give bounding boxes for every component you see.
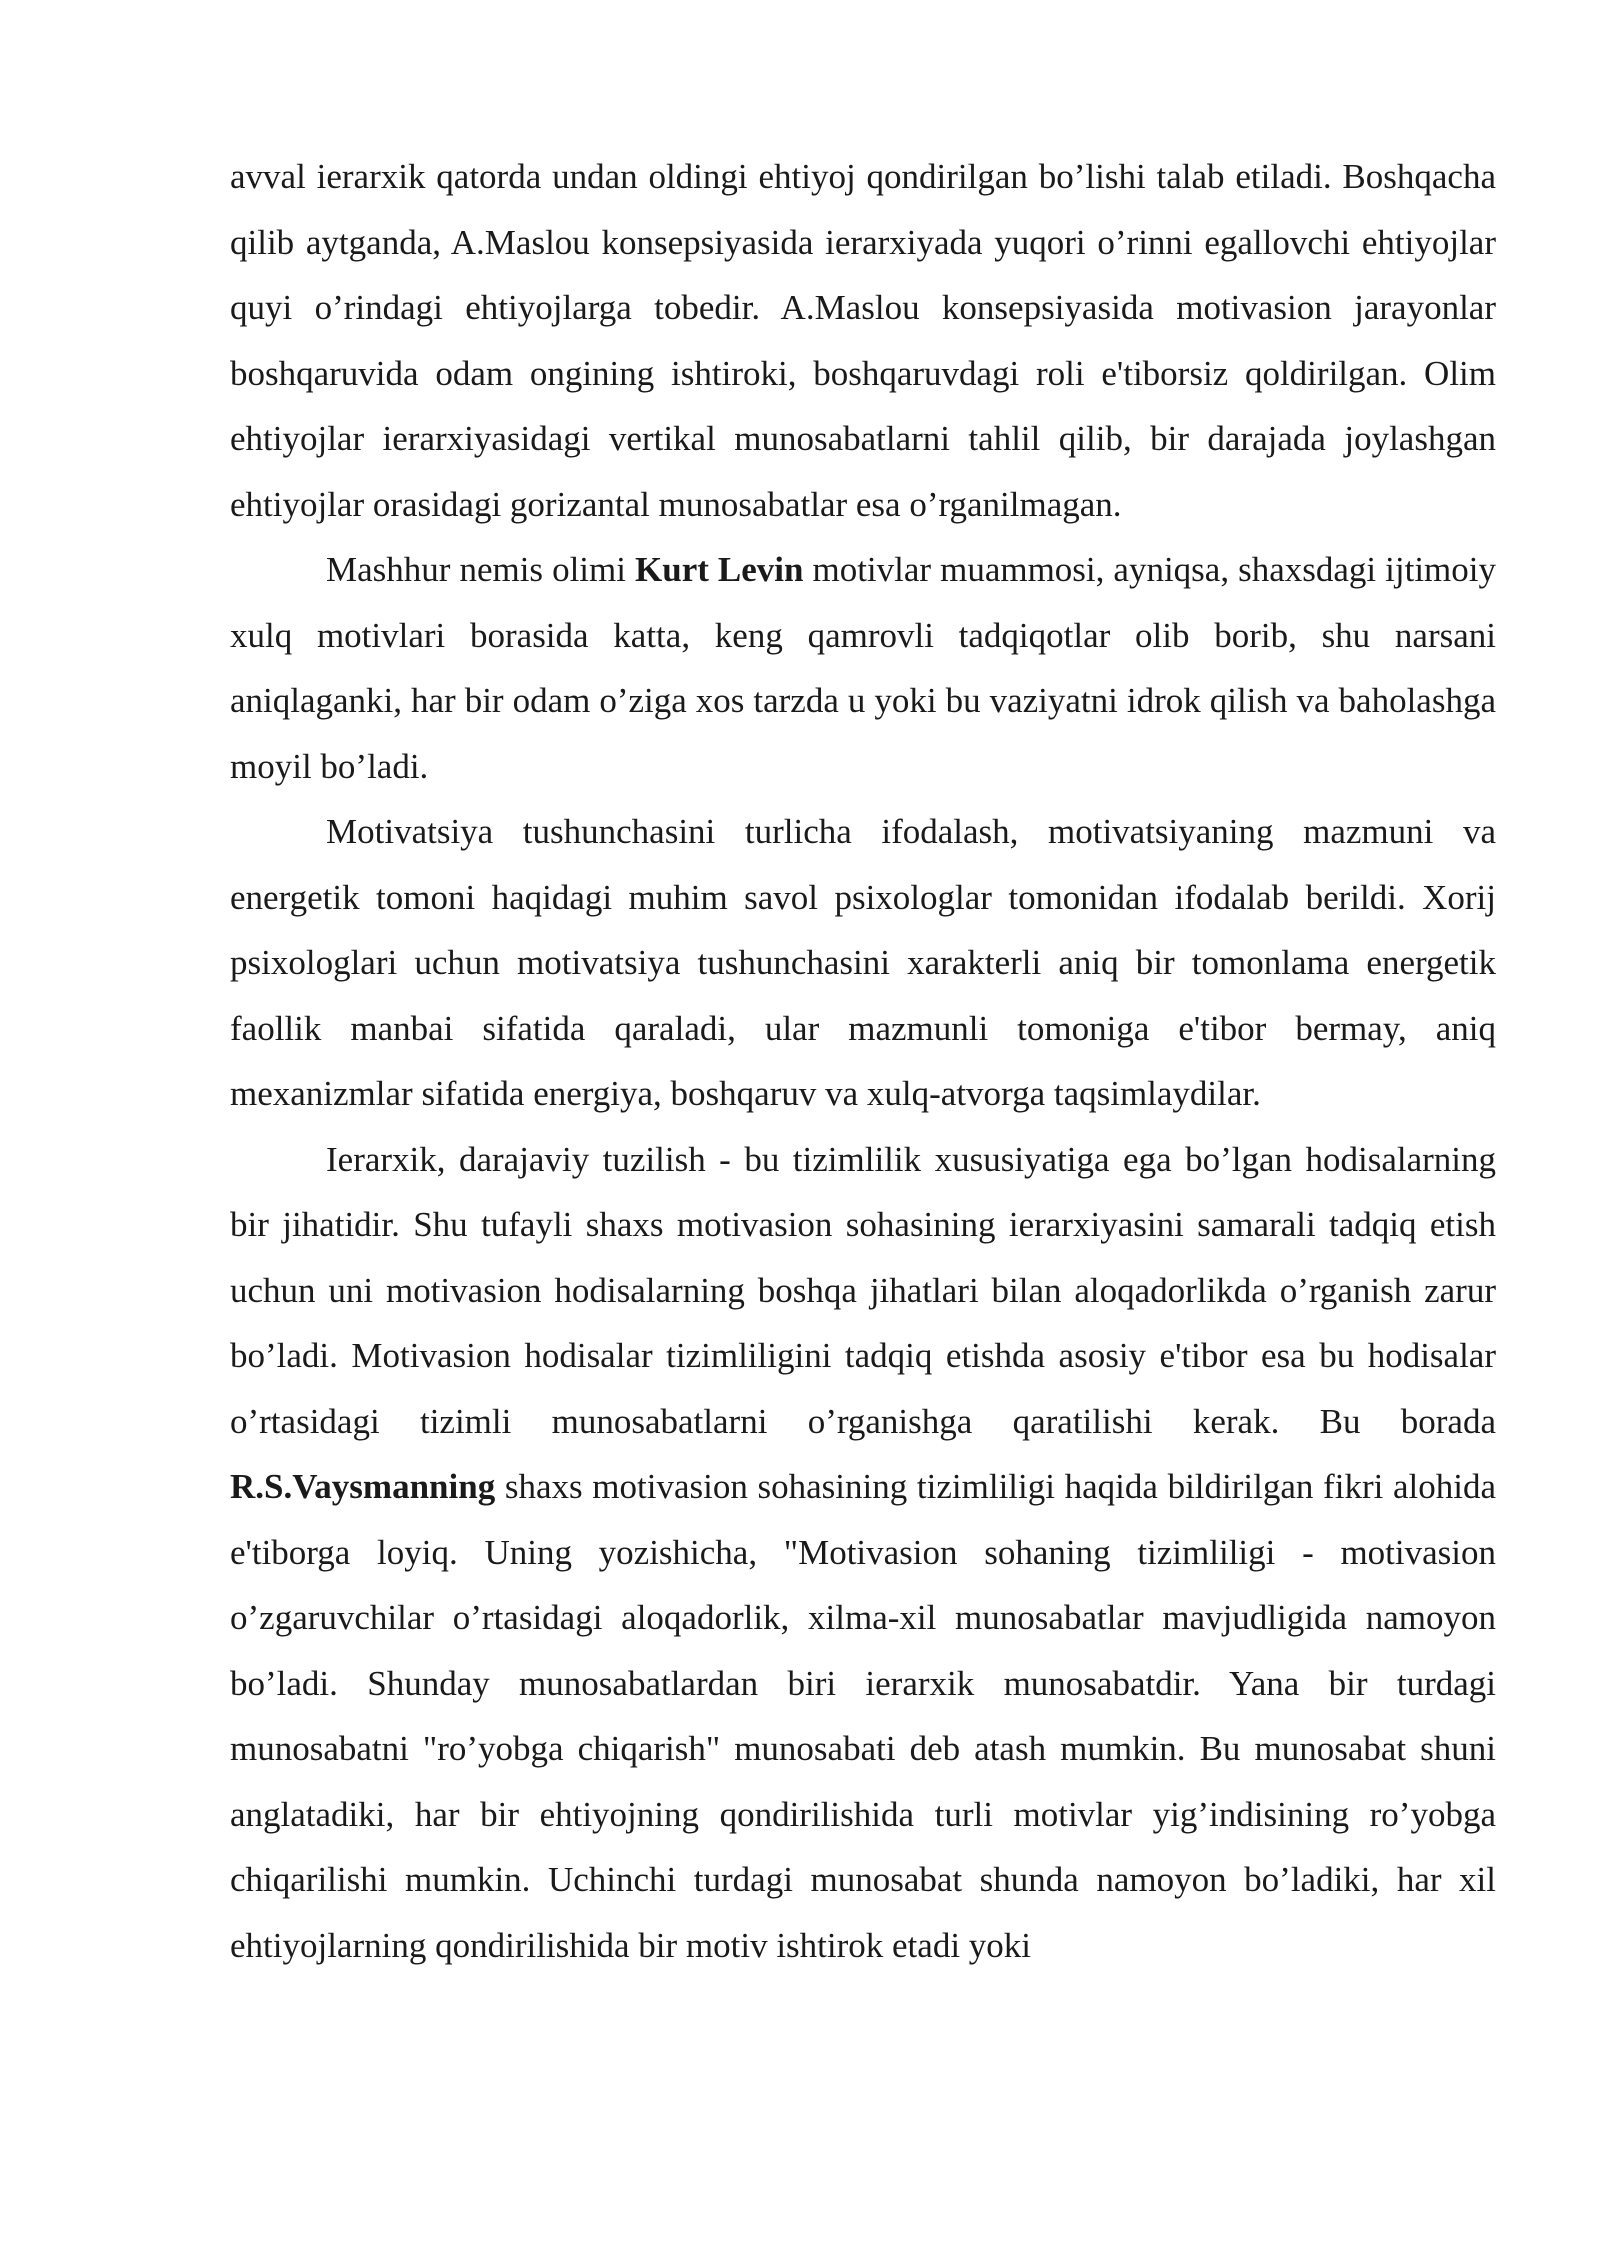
paragraph-1-text: avval ierarxik qatorda undan oldingi ehtiyoj qondirilgan bo’lishi talab etiladi. Boshqacha qilib aytganda, A.Maslou konsepsiyasida ierarxiyada yuqori o’rinni egallovchi ehtiyojlar quyi o’rindagi ehtiyojlarga tobedir. A.Maslou konsepsiyasida motivasion jarayonlar boshqaruvida odam ongining ishtiroki, boshqaruvdagi roli e'tiborsiz qoldirilgan. Olim ehtiyojlar ierarxiyasidagi vertikal munosabatlarni tahlil qilib, bir darajada joylashgan ehtiyojlar orasidagi gorizantal munosabatlar esa o’rganilmagan. [230, 157, 1496, 524]
paragraph-4-text-a: Ierarxik, darajaviy tuzilish - bu tizimlilik xususiyatiga ega bo’lgan hodisalarning bir jihatidir. Shu tufayli shaxs motivasion sohasining ierarxiyasini samarali tadqiq etish uchun uni motivasion hodisalarning boshqa jihatlari bilan aloqadorlikda o’rganish zarur bo’ladi. Motivasion hodisalar tizimliligini tadqiq etishda asosiy e'tibor esa bu hodisalar o’rtasidagi tizimli munosabatlarni o’rganishga qaratilishi kerak. Bu borada [230, 1139, 1496, 1441]
paragraph-4-text-b: shaxs motivasion sohasining tizimliligi haqida bildirilgan fikri alohida e'tiborga loyiq. Uning yozishicha, "Motivasion sohaning tizimliligi - motivasion o’zgaruvchilar o’rtasidagi aloqadorlik, xilma-xil munosabatlar mavjudligida namoyon bo’ladi. Shunday munosabatlardan biri ierarxik munosabatdir. Yana bir turdagi munosabatni "ro’yobga chiqarish" munosabati deb atash mumkin. Bu munosabat shuni anglatadiki, har bir ehtiyojning qondirilishida turli motivlar yig’indisining ro’yobga chiqarilishi mumkin. Uchinchi turdagi munosabat shunda namoyon bo’ladiki, har xil ehtiyojlarning qondirilishida bir motiv ishtirok etadi yoki [230, 1467, 1496, 1965]
document-page [230, 144, 1496, 1978]
paragraph-3 [230, 799, 1496, 1127]
name-rs-vaysmanning: R.S.Vaysmanning [230, 1467, 496, 1506]
paragraph-3-text: Motivatsiya tushunchasini turlicha ifodalash, motivatsiyaning mazmuni va energetik tomoni haqidagi muhim savol psixologlar tomonidan ifodalab berildi. Xorij psixologlari uchun motivatsiya tushunchasini xarakterli aniq bir tomonlama energetik faollik manbai sifatida qaraladi, ular mazmunli tomoniga e'tibor bermay, aniq mexanizmlar sifatida energiya, boshqaruv va xulq-atvorga taqsimlaydilar. [230, 812, 1496, 1113]
paragraph-2-text-a: Mashhur nemis olimi [326, 550, 635, 589]
paragraph-2-text-b: motivlar muammosi, ayniqsa, shaxsdagi ijtimoiy xulq motivlari borasida katta, keng qamrovli tadqiqotlar olib borib, shu narsani aniqlaganki, har bir odam o’ziga xos tarzda u yoki bu vaziyatni idrok qilish va baholashga moyil bo’ladi. [230, 550, 1496, 786]
paragraph-2 [230, 537, 1496, 799]
paragraph-4 [230, 1127, 1496, 1979]
name-kurt-levin: Kurt Levin [635, 550, 804, 589]
paragraph-1 [230, 144, 1496, 537]
